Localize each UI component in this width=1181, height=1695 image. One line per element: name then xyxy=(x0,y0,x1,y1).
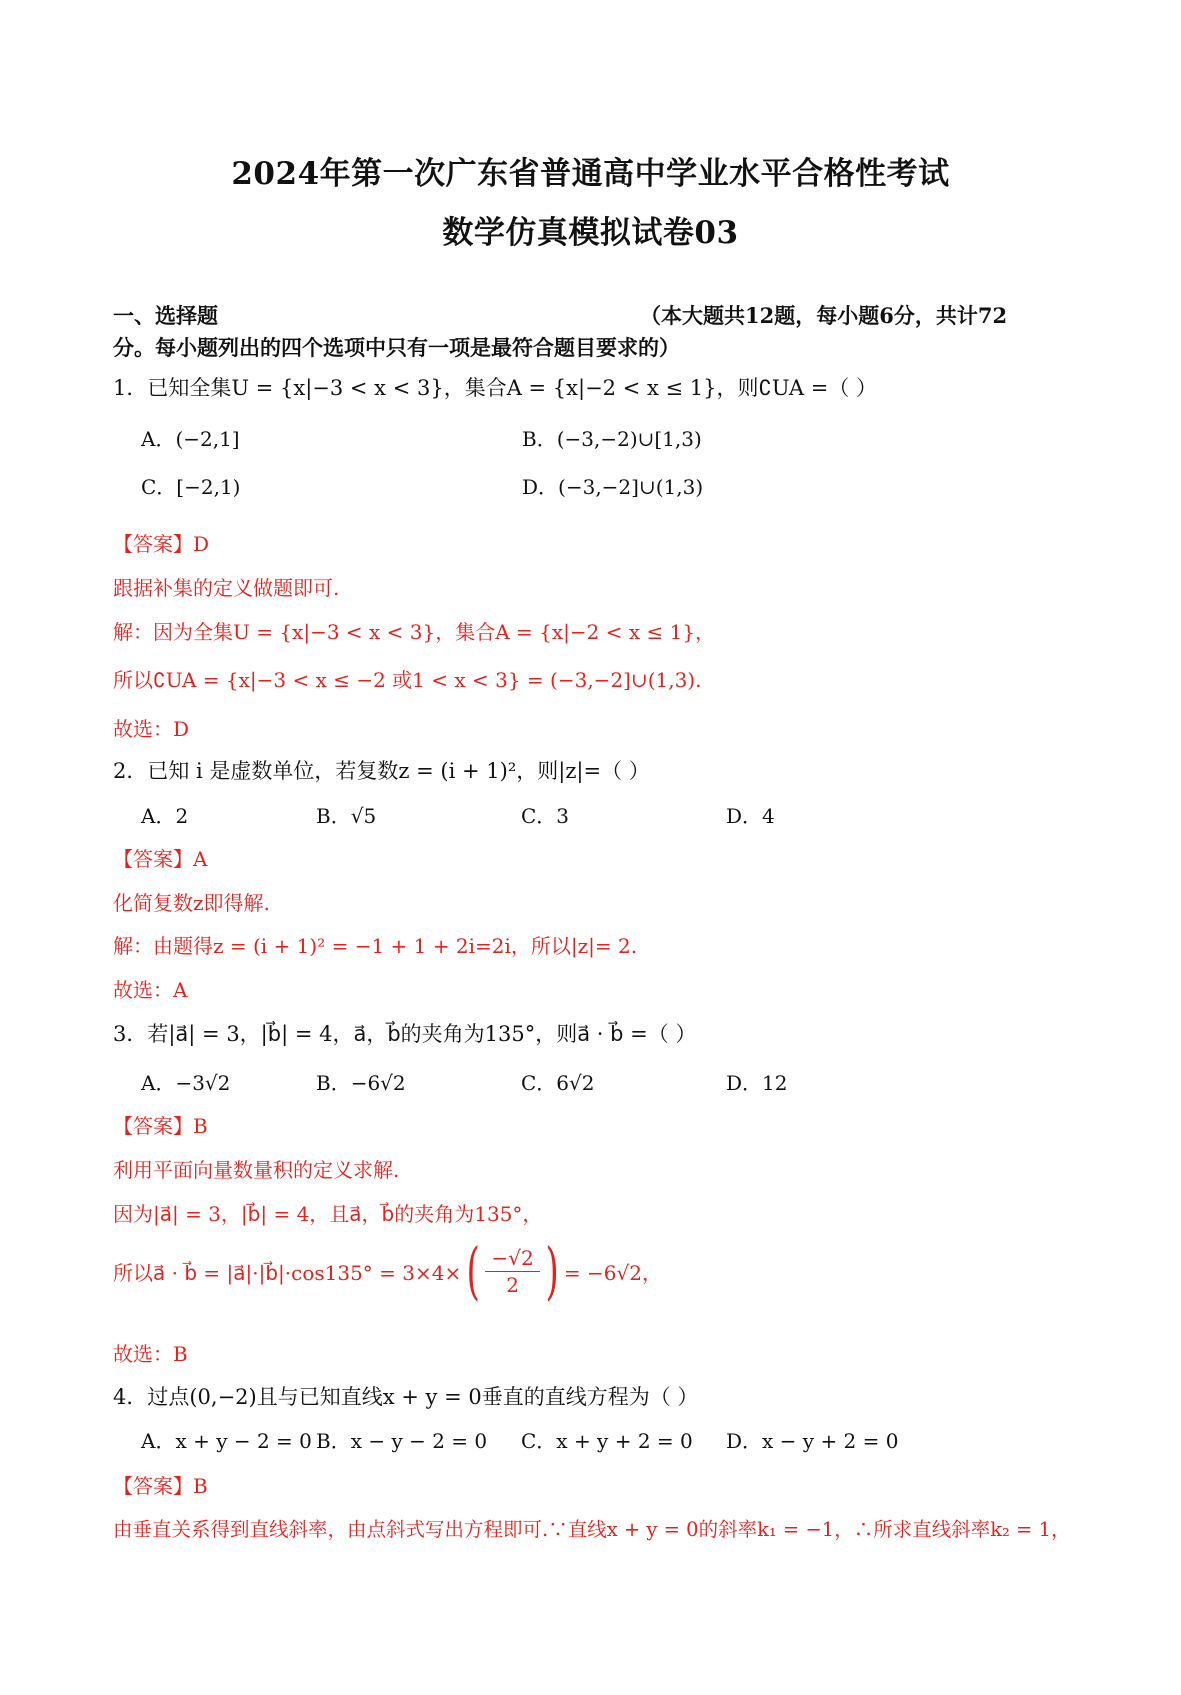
question-1-option-c: C．[−2,1) xyxy=(141,475,241,499)
question-3-answer: 【答案】B xyxy=(113,1114,208,1138)
question-2-solution: 解：由题得z = (i + 1)² = −1 + 1 + 2i=2i，所以|z|= 2. xyxy=(113,934,638,958)
question-1-answer: 【答案】D xyxy=(113,532,210,556)
question-1-stem: 1．已知全集U = {x|−3 < x < 3}，集合A = {x|−2 < x ≤ 1}，则∁UA =（ ） xyxy=(113,376,878,400)
question-4-option-a: A．x + y − 2 = 0 xyxy=(141,1429,312,1453)
question-3-analysis: 利用平面向量数量积的定义求解. xyxy=(113,1158,400,1182)
fraction-denominator: 2 xyxy=(506,1272,519,1297)
question-1-analysis: 跟据补集的定义做题即可. xyxy=(113,576,340,600)
fraction-numerator: −√2 xyxy=(485,1247,539,1272)
section-heading: 一、选择题 xyxy=(113,303,218,328)
question-2-option-d: D．4 xyxy=(726,804,775,828)
exam-title: 2024年第一次广东省普通高中学业水平合格性考试 xyxy=(231,156,950,192)
question-4-answer: 【答案】B xyxy=(113,1474,208,1498)
question-4-analysis: 由垂直关系得到直线斜率，由点斜式写出方程即可.∵直线x + y = 0的斜率k₁ = −1，∴所求直线斜率k₂ = 1， xyxy=(113,1518,1071,1541)
question-3-option-d: D．12 xyxy=(726,1071,788,1095)
question-3-solution-2-post: = −6√2， xyxy=(563,1260,662,1285)
question-2-answer: 【答案】A xyxy=(113,847,208,871)
question-1-solution-2: 所以∁UA = {x|−3 < x ≤ −2 或1 < x < 3} = (−3,−2]∪(1,3). xyxy=(113,668,702,692)
question-1-solution-1: 解：因为全集U = {x|−3 < x < 3}，集合A = {x|−2 < x ≤ 1}， xyxy=(113,620,716,644)
question-2-analysis: 化简复数z即得解. xyxy=(113,891,270,915)
question-2-stem: 2．已知 i 是虚数单位，若复数z = (i + 1)²，则|z|=（ ） xyxy=(113,759,650,783)
question-3-option-b: B．−6√2 xyxy=(316,1071,406,1095)
question-4-option-c: C．x + y + 2 = 0 xyxy=(521,1429,693,1453)
question-4-stem: 4．过点(0,−2)且与已知直线x + y = 0垂直的直线方程为（ ） xyxy=(113,1385,699,1409)
right-paren-icon: ) xyxy=(545,1234,559,1307)
question-3-conclusion: 故选：B xyxy=(113,1342,188,1366)
fraction xyxy=(485,1247,539,1296)
question-1-conclusion: 故选：D xyxy=(113,717,190,741)
question-3-option-c: C．6√2 xyxy=(521,1071,595,1095)
question-2-option-a: A．2 xyxy=(141,804,189,828)
question-1-option-d: D．(−3,−2]∪(1,3) xyxy=(522,475,704,499)
question-3-stem: 3．若|a⃗| = 3，|b⃗| = 4，a⃗，b⃗的夹角为135°，则a⃗ · b⃗ =（ ） xyxy=(113,1022,697,1046)
question-4-option-d: D．x − y + 2 = 0 xyxy=(726,1429,899,1453)
question-4-option-b: B．x − y − 2 = 0 xyxy=(316,1429,488,1453)
question-3-solution-2 xyxy=(113,1234,662,1307)
question-3-option-a: A．−3√2 xyxy=(141,1071,231,1095)
question-1-option-b: B．(−3,−2)∪[1,3) xyxy=(522,427,702,451)
section-note: （本大题共12题，每小题6分，共计72 xyxy=(640,303,1008,328)
question-3-solution-1: 因为|a⃗| = 3，|b⃗| = 4，且a⃗，b⃗的夹角为135°， xyxy=(113,1202,543,1226)
question-1-option-a: A．(−2,1] xyxy=(141,427,240,451)
exam-subtitle: 数学仿真模拟试卷03 xyxy=(442,215,739,251)
question-2-option-c: C．3 xyxy=(521,804,570,828)
left-paren-icon: ( xyxy=(466,1234,480,1307)
question-2-option-b: B．√5 xyxy=(316,804,377,828)
question-3-solution-2-pre: 所以a⃗ · b⃗ = |a⃗|·|b⃗|·cos135° = 3×4× xyxy=(113,1260,462,1285)
section-note-continued: 分。每小题列出的四个选项中只有一项是最符合题目要求的） xyxy=(113,335,680,360)
question-2-conclusion: 故选：A xyxy=(113,978,188,1002)
